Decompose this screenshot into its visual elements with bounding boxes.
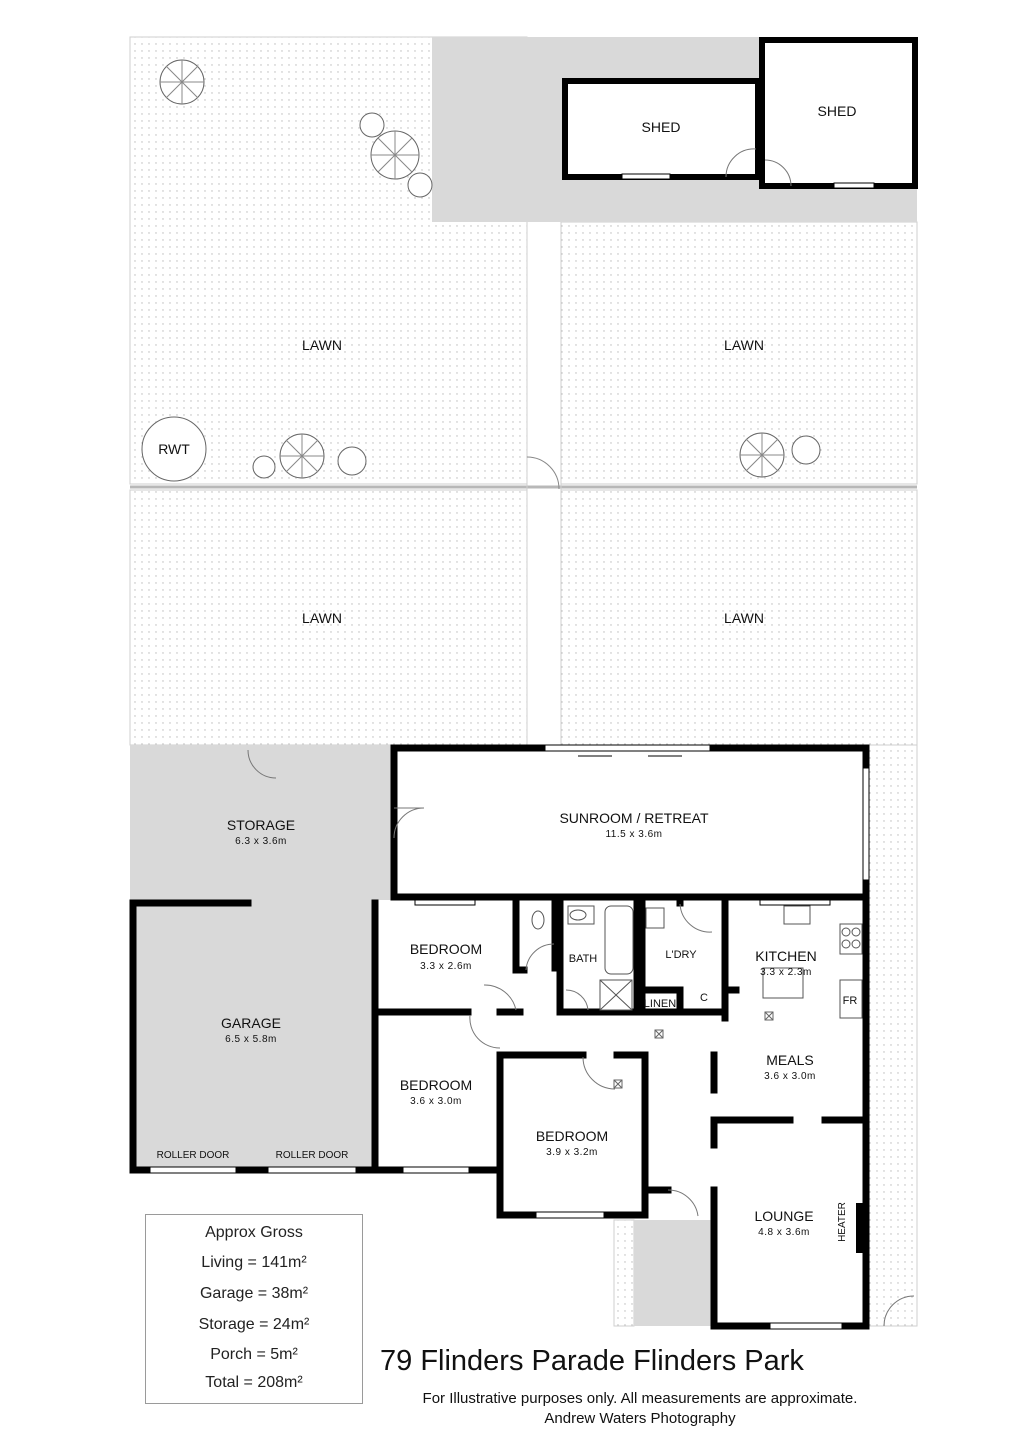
property-address-title: 79 Flinders Parade Flinders Park — [380, 1345, 804, 1377]
room-label-lawn-top-left: LAWN — [302, 337, 342, 353]
room-label-bedroom-1: BEDROOM — [409, 941, 483, 957]
photographer-credit: Andrew Waters Photography — [544, 1410, 736, 1427]
room-label-bath: BATH — [568, 953, 598, 965]
lawn-area-top-right — [561, 222, 917, 484]
lounge-window — [770, 1323, 842, 1329]
disclaimer-text: For Illustrative purposes only. All measurements are approximate. — [422, 1390, 858, 1407]
room-label-lawn-bottom-right: LAWN — [724, 610, 764, 626]
area-living: Living = 141m² — [201, 1254, 307, 1271]
garage-roller-door-1 — [150, 1167, 236, 1173]
room-dim-garage: 6.5 x 5.8m — [225, 1034, 277, 1045]
room-label-sunroom: SUNROOM / RETREAT — [559, 810, 709, 826]
room-dim-storage: 6.3 x 3.6m — [235, 836, 287, 847]
garden-bed-porch — [614, 1220, 634, 1326]
area-total: Total = 208m² — [205, 1374, 303, 1391]
shed-left-window — [622, 174, 670, 179]
gate-swing — [527, 457, 559, 489]
room-label-lawn-top-right: LAWN — [724, 337, 764, 353]
heater-label: HEATER — [837, 1202, 848, 1242]
sunroom-sliding-doors — [545, 745, 710, 756]
bedroom2-window — [403, 1167, 469, 1173]
porch-floor — [634, 1220, 714, 1326]
room-label-linen: LINEN — [643, 998, 677, 1010]
room-dim-bedroom-2: 3.6 x 3.0m — [410, 1096, 462, 1107]
room-label-shed-right: SHED — [817, 103, 857, 119]
room-dim-bedroom-1: 3.3 x 2.6m — [420, 961, 472, 972]
kitchen-window — [760, 900, 830, 905]
room-label-cupboard: C — [700, 992, 708, 1004]
room-dim-lounge: 4.8 x 3.6m — [758, 1227, 810, 1238]
room-label-bedroom-2: BEDROOM — [399, 1077, 473, 1093]
bedroom3-window — [536, 1212, 604, 1218]
room-label-bedroom-3: BEDROOM — [535, 1128, 609, 1144]
roller-door-label-2: ROLLER DOOR — [275, 1150, 349, 1161]
lawn-strip-east — [868, 745, 917, 1326]
bedroom1-window — [415, 900, 475, 905]
tree-icon — [160, 60, 204, 104]
room-label-laundry: L'DRY — [665, 949, 697, 961]
room-dim-meals: 3.6 x 3.0m — [764, 1071, 816, 1082]
room-dim-bedroom-3: 3.9 x 3.2m — [546, 1147, 598, 1158]
room-label-kitchen: KITCHEN — [755, 948, 817, 964]
room-label-shed-left: SHED — [641, 119, 681, 135]
room-label-storage: STORAGE — [226, 817, 296, 833]
area-heading: Approx Gross — [205, 1224, 303, 1241]
area-porch: Porch = 5m² — [210, 1346, 298, 1363]
sunroom-east-window — [863, 768, 869, 880]
shed-right-window — [834, 183, 874, 188]
area-garage: Garage = 38m² — [199, 1285, 309, 1302]
room-dim-kitchen: 3.3 x 2.3m — [760, 967, 812, 978]
room-label-fridge: FR — [842, 995, 858, 1007]
room-dim-sunroom: 11.5 x 3.6m — [605, 829, 663, 840]
room-label-meals: MEALS — [766, 1052, 814, 1068]
room-label-garage: GARAGE — [221, 1015, 281, 1031]
room-label-lounge: LOUNGE — [754, 1208, 814, 1224]
rwt-label: RWT — [158, 441, 190, 457]
area-summary-box — [145, 1214, 363, 1404]
garage-roller-door-2 — [268, 1167, 356, 1173]
lounge-heater — [856, 1203, 866, 1253]
smoke-detector-icon — [614, 1012, 773, 1088]
area-storage: Storage = 24m² — [198, 1316, 310, 1333]
room-label-lawn-bottom-left: LAWN — [302, 610, 342, 626]
roller-door-label-1: ROLLER DOOR — [156, 1150, 230, 1161]
